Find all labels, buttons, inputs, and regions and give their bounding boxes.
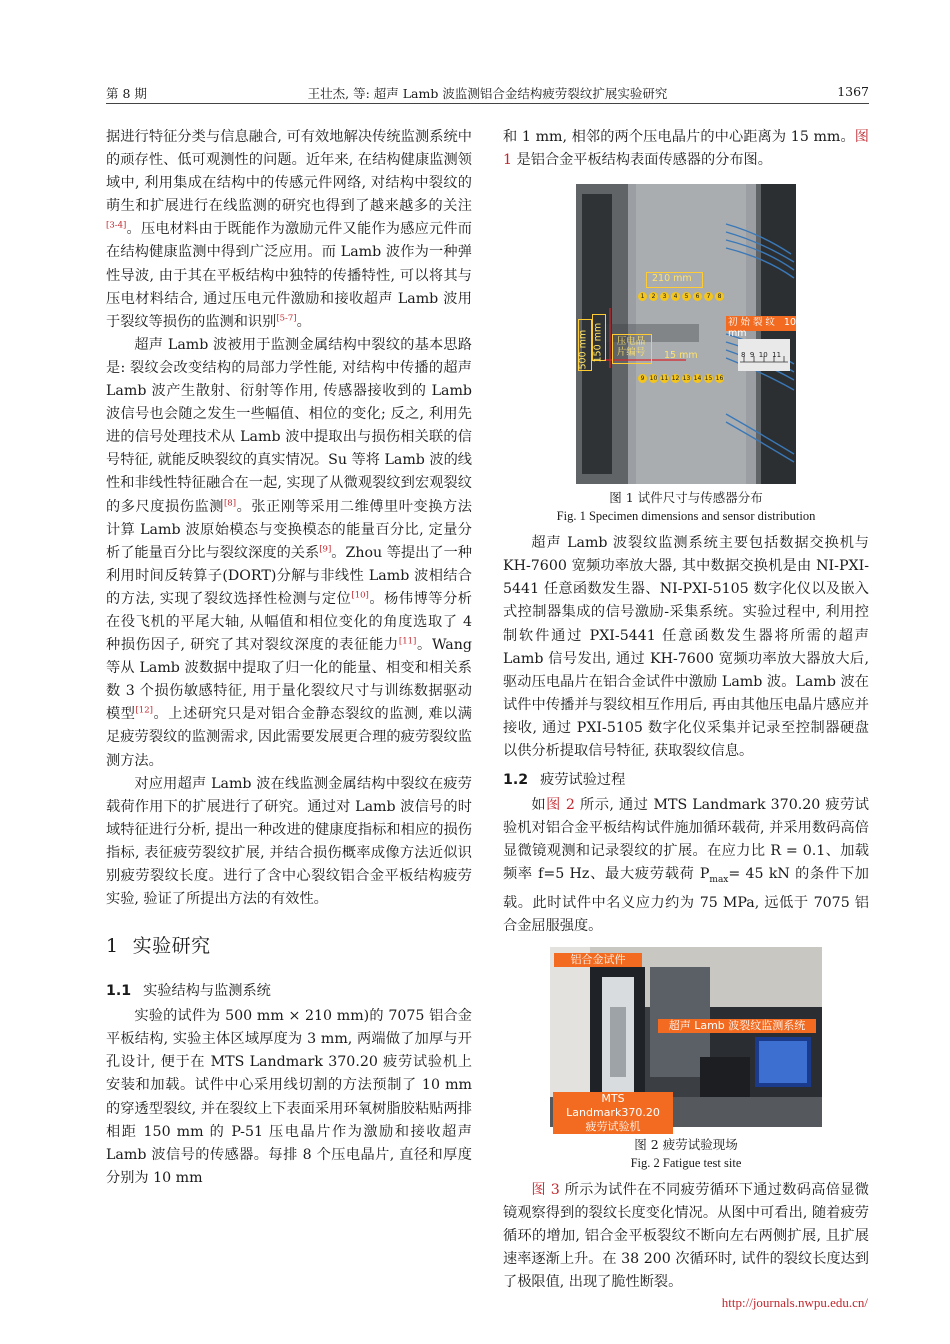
sensor-dot: 8 bbox=[715, 292, 724, 301]
sensor-dot: 7 bbox=[704, 292, 713, 301]
right-column bbox=[503, 126, 869, 1294]
sensor-dot: 4 bbox=[671, 292, 680, 301]
paragraph-specimen: 实验的试件为 500 mm × 210 mm)的 7075 铝合金平板结构, 实验主体区域厚度为 3 mm, 两端做了加厚与开孔设计, 便于在 MTS Landmark 370.20 疲劳试验机上安装和加载。试件中心采用线切割的方法预制了 10 mm 的穿透型裂纹, 并在裂纹上下表面采用环氧树脂胶粘贴两排相距 150 mm 的 P-51 压电晶片作为激励和接收超声 Lamb 波信号的传感器。每排 8 个压电晶片, 直径和厚度分别为 10 mm bbox=[106, 1008, 472, 1186]
subsection-heading: 1.2 疲劳试验过程 bbox=[503, 772, 626, 789]
paragraph-intro-3: 对应用超声 Lamb 波在线监测金属结构中裂纹在疲劳载荷作用下的扩展进行了研究。通过对 Lamb 波信号的时域特征进行分析, 提出一种改进的健康度指标和相应的损伤指标, 表征疲劳裂纹扩展, 并结合损伤概率成像方法近似识别疲劳裂纹长度。进行了含中心裂纹铝合金平板结构疲劳实验, 验证了所提出方法的有效性。 bbox=[106, 775, 472, 908]
figure-reference[interactable]: 图 3 bbox=[531, 1181, 560, 1198]
sensor-dot: 13 bbox=[682, 375, 691, 383]
citation[interactable]: [8] bbox=[223, 497, 237, 508]
sensor-dot: 3 bbox=[660, 292, 669, 301]
paragraph-crack-growth: 图 3 所示为试件在不同疲劳循环下通过数码高倍显微镜观察得到的裂纹长度变化情况。从图中可看出, 随着疲劳循环的增加, 铝合金平板裂纹不断向左右两侧扩展, 且扩展速率逐渐上升。在 38 200 次循环时, 试件的裂纹长度达到了极限值, 出现了脆性断裂。 bbox=[503, 1181, 869, 1290]
sensor-dot: 10 bbox=[649, 375, 658, 383]
sensor-dot: 11 bbox=[660, 375, 669, 383]
paragraph-intro-2: 超声 Lamb 波被用于监测金属结构中裂纹的基本思路是: 裂纹会改变结构的局部力学性能, 对结构中传播的超声 Lamb 波产生散射、衍射等作用, 传感器接收到的 Lamb 波信号也会随之发生一些幅值、相位的变化; 反之, 利用先进的信号处理技术从 Lamb 波中提取出与损伤相关联的信号特征, 就能反映裂纹的真实情况。Su 等将 Lamb 波的线性和非线性特征融合在一起, 实现了从微观裂纹到宏观裂纹的多尺度损伤监测[8]。张正刚等采用二维傅里叶变换方法计算 Lamb 波原始模态与变换模态的能量百分比, 定量分析了能量百分比与裂纹深度的关系[9]。Zhou 等提出了一种利用时间反转算子(DORT)分解与非线性 Lamb 波相结合的方法, 实现了裂纹选择性检测与定位[10]。杨伟博等分析在役飞机的平尾大轴, 从幅值和相位变化的角度选取了 4 种损伤因子, 研究了其对裂纹深度的表征能力[11]。Wang 等从 Lamb 波数据中提取了归一化的能量、相变和相关系数 3 个损伤敏感特征, 用于量化裂纹尺寸与训练数据驱动模型[12]。上述研究只是对铝合金静态裂纹的监测, 难以满足疲劳裂纹的监测需求, 因此需要发展更合理的疲劳裂纹监测方法。 bbox=[106, 336, 472, 769]
journal-url[interactable]: http://journals.nwpu.edu.cn/ bbox=[721, 1295, 868, 1310]
citation[interactable]: [5-7] bbox=[276, 313, 297, 324]
subsection-heading: 1.1 实验结构与监测系统 bbox=[106, 983, 271, 1000]
citation[interactable]: [12] bbox=[135, 705, 153, 716]
citation[interactable]: [10] bbox=[351, 590, 369, 601]
citation[interactable]: [9] bbox=[319, 543, 332, 554]
citation[interactable]: [11] bbox=[398, 636, 417, 647]
left-column bbox=[106, 126, 472, 1190]
paragraph-monitoring-system: 超声 Lamb 波裂纹监测系统主要包括数据交换机与 KH-7600 宽频功率放大器, 其中数据交换机是由 NI-PXI-5441 任意函数发生器、NI-PXI-5105 数字化仪以及嵌入式控制器集成的信号激励-采集系统。实验过程中, 利用控制软件通过 PXI-5441 任意函数发生器将所需的超声 Lamb 信号发出, 通过 KH-7600 宽频功率放大器放大后, 驱动压电晶片在铝合金试件中激励 Lamb 波。Lamb 波在试件中传播并与裂纹相互作用后, 再由其他压电晶片感应并接收, 通过 PXI-5105 数字化仪采集并记录至控制器硬盘以供分析提取信号特征, 获取裂纹信息。 bbox=[503, 535, 869, 760]
sensor-dot: 14 bbox=[693, 375, 702, 383]
dimension-210-label: 210 mm bbox=[652, 273, 692, 285]
sensor-dot: 2 bbox=[649, 292, 658, 301]
paragraph-fatigue-test: 如图 2 所示, 通过 MTS Landmark 370.20 疲劳试验机对铝合金平板结构试件施加循环载荷, 并采用数码高倍显微镜观测和记录裂纹的扩展。在应力比 R = 0.1、加载频率 f=5 Hz、最大疲劳载荷 $P_{max}= 45$ kN 的条件下加载。此时试件中名义应力约为 75 MPa, 远低于 7075 铝合金屈服强度。 bbox=[503, 797, 869, 935]
figure-reference[interactable]: 图 1 bbox=[503, 129, 869, 169]
sensor-dot: 5 bbox=[682, 292, 691, 301]
sensor-dot: 1 bbox=[638, 292, 647, 301]
figure-2 bbox=[550, 947, 822, 1133]
figure-1-caption-en: Fig. 1 Specimen dimensions and sensor distribution bbox=[556, 509, 816, 524]
sensor-dot: 12 bbox=[671, 375, 680, 383]
sensor-dot: 9 bbox=[638, 374, 647, 383]
sensor-dot: 6 bbox=[693, 292, 702, 301]
page-number: 1367 bbox=[837, 84, 869, 99]
paragraph-intro-1: 据进行特征分类与信息融合, 可有效地解决传统监测系统中的顽存性、低可观测性的问题。近年来, 在结构健康监测领域中, 利用集成在结构中的传感元件网络, 对结构中裂纹的萌生和扩展进行在线监测的研究也得到了越来越多的关注[3-4]。压电材料由于既能作为激励元件又能作为感应元件而在结构健康监测中得到广泛应用。而 Lamb 波作为一种弹性导波, 由于其在平板结构中独特的传播特性, 可以将其与压电材料结合, 通过压电元件激励和接收超声 Lamb 波用于裂纹等损伤的监测和识别[5-7]。 bbox=[106, 129, 472, 330]
specimen-label: 铝合金试件 bbox=[554, 953, 642, 967]
section-heading: 1 实验研究 bbox=[106, 935, 211, 958]
figure-2-caption-cn: 图 2 疲劳试验现场 bbox=[634, 1136, 738, 1152]
figure-1 bbox=[576, 184, 796, 484]
running-title: 王壮杰, 等: 超声 Lamb 波监测铝合金结构疲劳裂纹扩展实验研究 bbox=[307, 86, 668, 101]
dimension-150-label: 150 mm bbox=[592, 323, 604, 363]
figure-2-caption-en: Fig. 2 Fatigue test site bbox=[630, 1155, 742, 1170]
sensor-dot: 16 bbox=[715, 375, 724, 383]
sensor-number-label: 压电晶片编号 bbox=[616, 336, 646, 359]
ruler-scale: 8 9 10 11 bbox=[741, 351, 782, 360]
header-rule bbox=[106, 103, 869, 104]
initial-crack-label: 初始裂纹 10 mm bbox=[728, 317, 796, 340]
citation[interactable]: [3-4] bbox=[106, 220, 127, 231]
figure-reference[interactable]: 图 2 bbox=[546, 797, 575, 814]
figure-1-caption-cn: 图 1 试件尺寸与传感器分布 bbox=[609, 490, 763, 506]
dimension-15-label: 15 mm bbox=[664, 350, 698, 362]
dimension-500-label: 500 mm bbox=[577, 330, 589, 370]
monitoring-system-label: 超声 Lamb 波裂纹监测系统 bbox=[658, 1019, 816, 1033]
issue-number: 第 8 期 bbox=[106, 86, 147, 101]
test-machine-label: MTS Landmark370.20 疲劳试验机 bbox=[553, 1092, 673, 1134]
sensor-dot: 15 bbox=[704, 375, 713, 383]
paragraph-sensor-spec: 和 1 mm, 相邻的两个压电晶片的中心距离为 15 mm。图 1 是铝合金平板结构表面传感器的分布图。 bbox=[503, 129, 869, 169]
